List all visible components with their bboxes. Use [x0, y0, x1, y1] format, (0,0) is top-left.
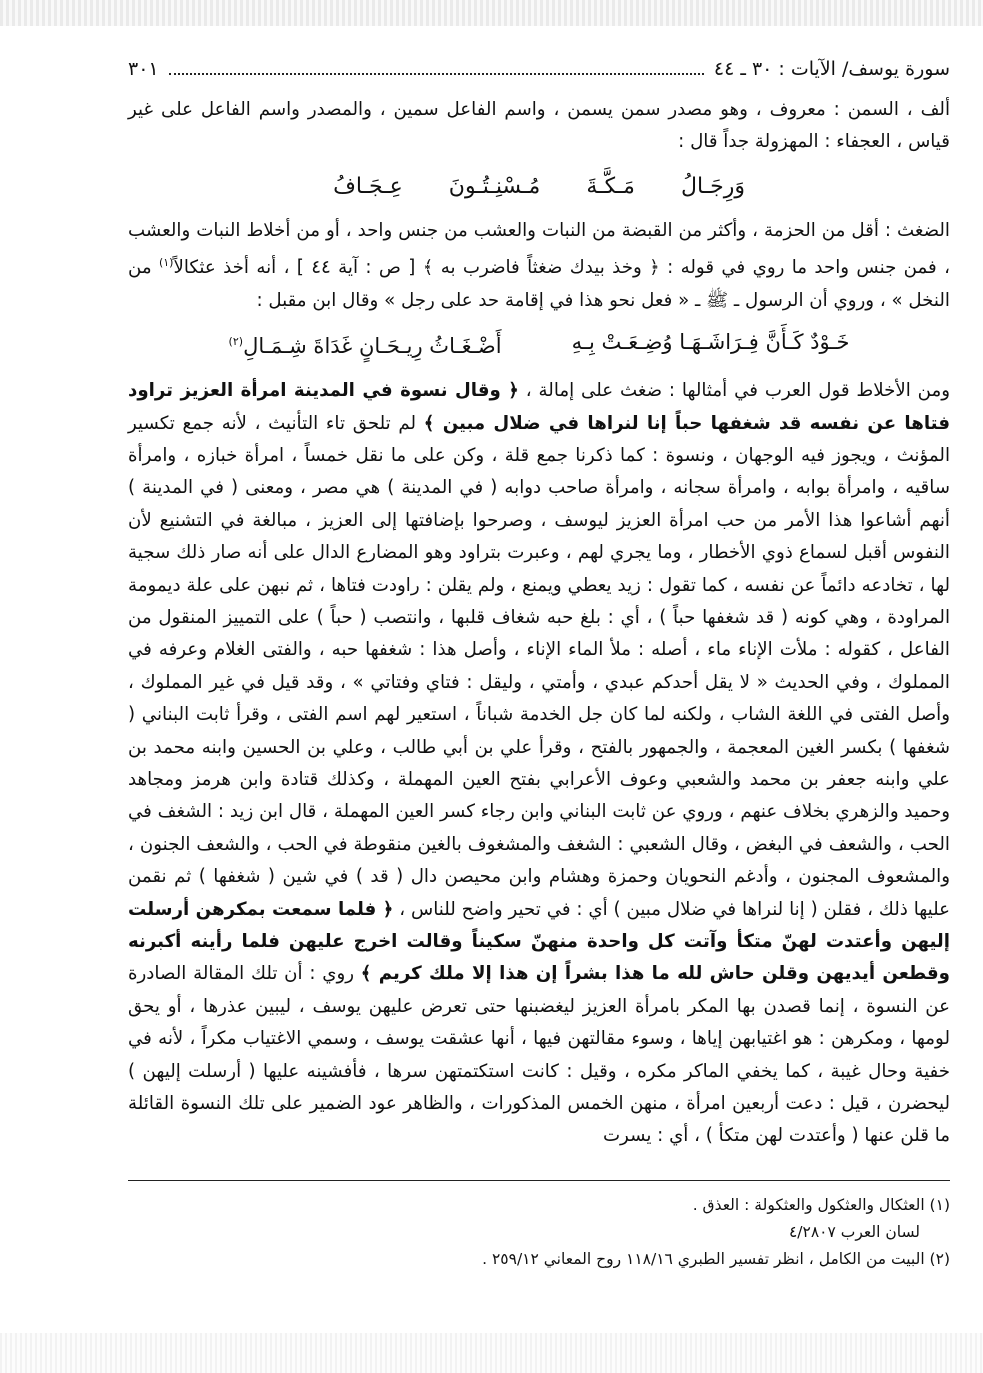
quran-verse-2: ﴿ فلما سمعت بمكرهن أرسلت إليهن وأعتدت لهنّ متكأ وآتت كل واحدة منهنّ سكيناً وقالت اخرج عليهن فلما رأينه أكبرنه وقطعن أيديهن وقلن حاش لله ما هذا بشراً إن هذا إلا ملك كريم ﴾: [128, 898, 950, 985]
surah-title: سورة يوسف/ الآيات : ٣٠ ـ ٤٤: [713, 58, 950, 80]
poetry-verse: [128, 159, 950, 215]
scan-edge-top: [0, 0, 983, 26]
page-number: ٣٠١: [128, 58, 159, 80]
couplet-left-text: أَضْـغَـاثُ رِيـحَـانٍ غَدَاةَ شِـمَـالِ: [243, 334, 502, 359]
footnote-ref-1: (١): [158, 256, 174, 270]
footnote-1: (١) العثكال والعثكول والعثكولة : العذق .: [692, 1196, 950, 1214]
verse-word: مُـسْنِـتُـونَ: [448, 173, 541, 199]
header-dots: [169, 61, 704, 75]
paragraph-1: [128, 94, 950, 159]
paragraph-2-text: الضغث : أقل من الحزمة ، وأكثر من القبضة من النبات والعشب من جنس واحد ، أو من أخلاط النبات والعشب ، فمن جنس واحد ما روي في قوله : ﴿ وخذ بيدك ضغثاً فاضرب به ﴾ [ ص : آية ٤٤ ] ، أنه أخذ عثكالاً: [128, 219, 950, 279]
couplet-right-hemistich: خَـوْدٌ كَـأَنَّ فِـرَاشَـهَـا وُضِـعَـتْ بِـهِ: [571, 330, 850, 355]
paragraph-3: [128, 375, 950, 1153]
quran-verse-1: ﴿ وقال نسوة في المدينة امرأة العزيز تراود فتاها عن نفسه قد شغفها حباً إنا لنراها في ضلال مبين ﴾: [128, 380, 950, 434]
verse-word: وَرِجَـالُ: [680, 173, 745, 199]
poetry-couplet: [128, 317, 950, 369]
footnote-ref-2: (٢): [228, 335, 244, 349]
paragraph-3-intro: ومن الأخلاط قول العرب في أمثالها : ضغث على إمالة ،: [518, 380, 950, 402]
footnotes: [380, 1192, 950, 1273]
page-body: [128, 58, 950, 1153]
scan-edge-bottom: [0, 1333, 983, 1373]
main-text: [128, 94, 950, 1153]
verse-word: عِـجَـافُ: [333, 173, 403, 199]
footnote-2: (٢) البيت من الكامل ، انظر تفسير الطبري ١١٨/١٦ روح المعاني ٢٥٩/١٢ .: [482, 1250, 950, 1268]
couplet-left-hemistich: [229, 317, 502, 369]
paragraph-3-end: روي : أن تلك المقالة الصادرة عن النسوة ، إنما قصدن بها المكر بامرأة العزيز ليغضبنها حتى تعرض عليهن يوسف ، ليبين عذرها ، أو يحق لومها ، ومكرهن : هو اغتيابهن إياها ، وسوء مقالتهن فيها ، أنها عشقت يوسف ، وسمي الاغتياب مكراً ، لأنه في خفية وحال غيبة ، كما يخفي الماكر مكره ، وقيل : كانت استكتمتهن سرها ، فأفشينه عليها ( أرسلت إليهن ) ليحضرن ، قيل : دعت أربعين امرأة ، منهن الخمس المذكورات ، والظاهر عود الضمير على تلك النسوة القائلة ما قلن عنها ( وأعتدت لهن متكأ ) ، أي : يسرت: [128, 963, 950, 1147]
verse-word: مَـكَّـةَ: [586, 173, 635, 199]
footnote-1-continued: لسان العرب ٤/٢٨٠٧: [788, 1223, 920, 1241]
footnote-separator: [128, 1180, 950, 1181]
paragraph-2-end: من النخل » ، وروي أن الرسول ـ ﷺ ـ « فعل نحو هذا في إقامة حد على رجل » وقال ابن مقبل :: [128, 257, 950, 311]
page-header: [128, 58, 950, 92]
paragraph-3-commentary: لم تلحق تاء التأنيث ، لأنه جمع تكسير المؤنث ، ويجوز فيه الوجهان ، ونسوة : كما ذكرنا جمع قلة ، وكن على ما نقل خمساً ، امرأة خبازه ، وامرأة ساقيه ، وامرأة بوابه ، وامرأة سجانه ، وامرأة صاحب دوابه ( في المدينة ) هي مصر ، ومعنى ( في المدينة ) أنهم أشاعوا هذا الأمر من حب امرأة العزيز ليوسف ، وصرحوا بإضافتها إلى العزيز ، مبالغة في التشنيع لأن النفوس أقبل لسماع ذوي الأخطار ، وما يجري لهم ، وعبرت بتراود وهو المضارع الدال على أنه صار ذلك سجية لها ، تخادعه دائماً عن نفسه ، كما تقول : زيد يعطي ويمنع ، ولم يقلن : راودت فتاها ، ثم نبهن على علة ديمومة المراودة ، وهي كونه ( قد شغفها حباً ) ، أي : بلغ حبه شغاف قلبها ، وانتصب ( حباً ) على التمييز المنقول من الفاعل ، كقوله : ملأت الإناء ماء ، أصله : ملأ الماء الإناء ، وأصل هذا : شغفها حبه ، والفتى الغلام وعرفه في المملوك ، وفي الحديث « لا يقل أحدكم عبدي ، وأمتي ، وليقل : فتاي وفتاتي » ، وقد قيل في غير المملوك ، وأصل الفتى في اللغة الشاب ، ولكنه لما كان جل الخدمة شباناً ، استعير لهم اسم الفتى ، وقرأ ثابت البناني ( شغفها ) بكسر الغين المعجمة ، والجمهور بالفتح ، وقرأ علي بن أبي طالب ، وعلي بن الحسين وابنه محمد بن علي وابنه جعفر بن محمد والشعبي وعوف الأعرابي بفتح العين المهملة ، وكذلك قتادة وابن هرمز ومجاهد وحميد والزهري بخلاف عنهم ، وروي عن ثابت البناني وابن رجاء كسر العين المهملة ، قال ابن زيد : الشغف في الحب ، والشعف في البغض ، وقال الشعبي : الشغف والمشغوف بالغين منقوطة في الحب ، والشعف الجنون ، والمشعوف المجنون ، وأدغم النحويان وحمزة وهشام وابن محيصن دال ( قد ) في شين ( شغفها ) ثم نقمن عليها ذلك ، فقلن ( إنا لنراها في ضلال مبين ) أي : في تحير واضح للناس ،: [128, 412, 950, 920]
paragraph-2: [128, 215, 950, 317]
paragraph-1-text: ألف ، السمن : معروف ، وهو مصدر سمن يسمن ، واسم الفاعل سمين ، والمصدر واسم الفاعل على غير قياس ، العجفاء : المهزولة جداً قال :: [128, 99, 950, 153]
